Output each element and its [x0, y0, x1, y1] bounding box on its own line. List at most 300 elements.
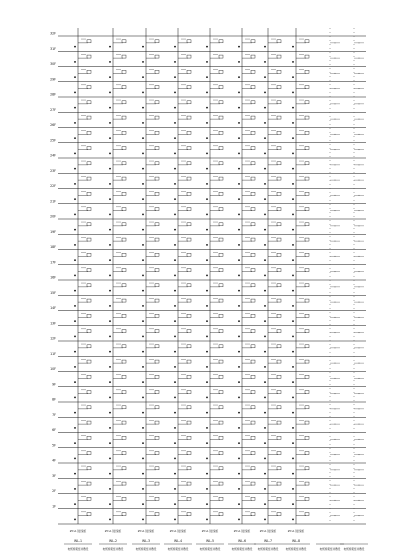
floor-label: 20F [50, 214, 56, 219]
junction-dot [109, 519, 111, 521]
distribution-box [305, 284, 309, 287]
junction-dot [109, 198, 111, 200]
branch-tap [330, 500, 340, 501]
branch-tap [206, 146, 223, 155]
distribution-box [219, 208, 223, 211]
branch-tap [292, 298, 309, 307]
junction-dot [109, 503, 111, 505]
column-title-feeder: ZY-A 进线柜 [201, 529, 219, 533]
junction-dot [109, 488, 111, 490]
junction-dot [142, 503, 144, 505]
branch-tap [354, 225, 364, 226]
branch-tap [74, 405, 91, 414]
distribution-box [155, 116, 159, 119]
distribution-box [187, 299, 191, 302]
branch-tap [330, 149, 340, 150]
branch-tap [206, 268, 223, 277]
distribution-box [122, 70, 126, 73]
distribution-box [219, 314, 223, 317]
distribution-box [187, 467, 191, 470]
junction-dot [206, 397, 208, 399]
branch-tap [74, 359, 91, 368]
distribution-box [305, 330, 309, 333]
junction-dot [74, 92, 76, 94]
branch-tap [142, 54, 159, 63]
branch-tap [109, 283, 126, 292]
distribution-box [277, 55, 281, 58]
junction-dot [206, 168, 208, 170]
branch-tap [142, 268, 159, 277]
branch-tap [142, 207, 159, 216]
distribution-box [277, 406, 281, 409]
junction-dot [142, 397, 144, 399]
branch-tap [74, 344, 91, 353]
branch-tap [109, 237, 126, 246]
branch-tap [174, 237, 191, 246]
junction-dot [174, 183, 176, 185]
junction-dot [206, 412, 208, 414]
junction-dot [74, 122, 76, 124]
distribution-box [155, 467, 159, 470]
distribution-box [122, 40, 126, 43]
floor-label: 16F [50, 275, 56, 280]
junction-dot [174, 519, 176, 521]
branch-tap [292, 161, 309, 170]
branch-tap [354, 42, 364, 43]
junction-dot [359, 42, 360, 43]
junction-dot [238, 381, 240, 383]
junction-dot [238, 473, 240, 475]
distribution-box [305, 223, 309, 226]
floor-label: 23F [50, 168, 56, 173]
floor-label: 26F [50, 123, 56, 127]
junction-dot [292, 198, 294, 200]
branch-tap [238, 344, 255, 353]
distribution-box [87, 421, 91, 424]
column-title-feeder: ZY-A 进线柜 [287, 529, 305, 533]
distribution-box [305, 482, 309, 485]
distribution-box [251, 192, 255, 195]
distribution-box [187, 208, 191, 211]
junction-dot [109, 259, 111, 261]
junction-dot [109, 122, 111, 124]
branch-tap [292, 405, 309, 414]
distribution-box [305, 40, 309, 43]
branch-tap [109, 420, 126, 429]
junction-dot [74, 259, 76, 261]
junction-dot [174, 259, 176, 261]
junction-dot [109, 244, 111, 246]
branch-tap [264, 375, 281, 384]
distribution-box [187, 391, 191, 394]
junction-dot [74, 473, 76, 475]
distribution-box [277, 314, 281, 317]
junction-dot [292, 259, 294, 261]
junction-dot [174, 503, 176, 505]
distribution-box [87, 345, 91, 348]
junction-dot [264, 488, 266, 490]
branch-tap [174, 451, 191, 460]
distribution-box [251, 238, 255, 241]
distribution-box [155, 86, 159, 89]
distribution-box [122, 345, 126, 348]
branch-tap [292, 283, 309, 292]
junction-dot [335, 515, 336, 516]
distribution-box [122, 330, 126, 333]
branch-tap [142, 222, 159, 231]
junction-dot [142, 351, 144, 353]
distribution-box [155, 452, 159, 455]
junction-dot [109, 442, 111, 444]
junction-dot [109, 351, 111, 353]
branch-tap [206, 451, 223, 460]
branch-tap [174, 115, 191, 124]
floor-label: 1F [52, 504, 56, 509]
junction-dot [238, 336, 240, 338]
junction-dot [292, 397, 294, 399]
floor-label: 30F [50, 62, 56, 66]
junction-dot [174, 122, 176, 124]
junction-dot [206, 275, 208, 277]
junction-dot [109, 61, 111, 63]
junction-dot [109, 275, 111, 277]
distribution-box [187, 177, 191, 180]
distribution-box [87, 86, 91, 89]
branch-tap [206, 39, 223, 48]
distribution-box [219, 70, 223, 73]
branch-tap [206, 176, 223, 185]
column-title-circuit: WL-7 [263, 539, 273, 543]
distribution-box [87, 375, 91, 378]
branch-tap [174, 54, 191, 63]
branch-tap [109, 192, 126, 201]
branch-tap [206, 344, 223, 353]
distribution-box [305, 131, 309, 134]
junction-dot [206, 442, 208, 444]
junction-dot [109, 290, 111, 292]
junction-dot [206, 503, 208, 505]
junction-dot [74, 76, 76, 78]
distribution-box [277, 269, 281, 272]
distribution-box [87, 497, 91, 500]
branch-tap [174, 359, 191, 368]
branch-tap [206, 436, 223, 445]
branch-tap [142, 146, 159, 155]
distribution-box [305, 299, 309, 302]
junction-dot [359, 454, 360, 455]
junction-dot [238, 259, 240, 261]
junction-dot [335, 347, 336, 348]
distribution-box [305, 452, 309, 455]
distribution-box [305, 116, 309, 119]
branch-tap [74, 390, 91, 399]
branch-tap [109, 481, 126, 490]
junction-dot [74, 46, 76, 48]
column-title-circuit: WL-1 [73, 539, 83, 543]
branch-tap [238, 405, 255, 414]
branch-tap [354, 134, 364, 135]
distribution-box [155, 345, 159, 348]
distribution-box [219, 284, 223, 287]
junction-dot [292, 458, 294, 460]
junction-dot [238, 168, 240, 170]
branch-tap [142, 436, 159, 445]
distribution-box [155, 70, 159, 73]
floor-label: 15F [50, 290, 56, 295]
distribution-box [251, 406, 255, 409]
junction-dot [292, 427, 294, 429]
column-title-method: 电缆桥架竖井敷设 [319, 548, 341, 551]
branch-tap [330, 271, 340, 272]
distribution-box [277, 131, 281, 134]
junction-dot [264, 412, 266, 414]
distribution-box [277, 162, 281, 165]
branch-tap [330, 180, 340, 181]
distribution-box [219, 482, 223, 485]
riser-lines [78, 28, 354, 524]
branch-tap [330, 378, 340, 379]
junction-dot [335, 363, 336, 364]
junction-dot [292, 168, 294, 170]
distribution-box [305, 391, 309, 394]
branch-tap [206, 420, 223, 429]
junction-dot [109, 92, 111, 94]
junction-dot [74, 427, 76, 429]
junction-dot [109, 214, 111, 216]
distribution-box [122, 223, 126, 226]
branch-tap [206, 70, 223, 79]
junction-dot [142, 473, 144, 475]
branch-tap [206, 405, 223, 414]
junction-dot [335, 378, 336, 379]
junction-dot [238, 305, 240, 307]
branch-tap [142, 192, 159, 201]
junction-dot [174, 46, 176, 48]
branch-tap [174, 466, 191, 475]
junction-dot [264, 198, 266, 200]
junction-dot [359, 164, 360, 165]
branch-tap [142, 115, 159, 124]
junction-dot [359, 408, 360, 409]
distribution-box [305, 101, 309, 104]
junction-dot [74, 244, 76, 246]
junction-dot [142, 427, 144, 429]
branch-tap [206, 466, 223, 475]
branch-tap [330, 88, 340, 89]
branch-tap [206, 192, 223, 201]
branch-tap [354, 164, 364, 165]
branch-tap [292, 207, 309, 216]
distribution-box [251, 116, 255, 119]
branch-tap [206, 161, 223, 170]
junction-dot [335, 271, 336, 272]
junction-dot [74, 198, 76, 200]
junction-dot [359, 225, 360, 226]
branch-tap [109, 54, 126, 63]
floor-label: 6F [52, 428, 56, 432]
distribution-box [87, 70, 91, 73]
distribution-box [87, 284, 91, 287]
column-title-method: 电缆桥架竖井敷设 [285, 548, 307, 551]
distribution-box [277, 360, 281, 363]
branch-tap [109, 253, 126, 262]
junction-dot [206, 214, 208, 216]
distribution-box [277, 147, 281, 150]
junction-dot [206, 198, 208, 200]
junction-dot [264, 244, 266, 246]
junction-dot [335, 469, 336, 470]
branch-tap [330, 210, 340, 211]
branch-tap [206, 207, 223, 216]
junction-dot [238, 183, 240, 185]
branch-tap [264, 146, 281, 155]
distribution-box [219, 238, 223, 241]
branch-tap [264, 283, 281, 292]
branch-tap [264, 39, 281, 48]
branch-tap [74, 298, 91, 307]
branch-tap [264, 405, 281, 414]
branch-tap [206, 329, 223, 338]
junction-dot [74, 397, 76, 399]
branch-tap [330, 439, 340, 440]
distribution-box [277, 452, 281, 455]
branch-tap [109, 329, 126, 338]
distribution-box [155, 147, 159, 150]
distribution-box [155, 497, 159, 500]
junction-dot [206, 366, 208, 368]
junction-dot [142, 412, 144, 414]
junction-dot [264, 76, 266, 78]
junction-dot [174, 473, 176, 475]
distribution-box [277, 330, 281, 333]
branch-tap [174, 85, 191, 94]
branch-tap [292, 359, 309, 368]
junction-dot [109, 366, 111, 368]
branch-tap [238, 283, 255, 292]
junction-dot [264, 366, 266, 368]
junction-dot [74, 107, 76, 109]
distribution-box [187, 86, 191, 89]
distribution-box [251, 345, 255, 348]
junction-dot [174, 458, 176, 460]
branch-tap [292, 70, 309, 79]
branch-tap [74, 420, 91, 429]
branch-tap [109, 268, 126, 277]
branch-tap [354, 363, 364, 364]
branch-tap [354, 241, 364, 242]
branch-tap [264, 451, 281, 460]
junction-dot [238, 397, 240, 399]
junction-dot [264, 153, 266, 155]
distribution-box [187, 497, 191, 500]
branch-tap [74, 268, 91, 277]
branch-tap [109, 314, 126, 323]
branch-tap [238, 161, 255, 170]
distribution-box [277, 482, 281, 485]
branch-tap [206, 390, 223, 399]
distribution-box [251, 482, 255, 485]
branch-tap [142, 70, 159, 79]
branch-tap [74, 375, 91, 384]
distribution-box [305, 345, 309, 348]
branch-tap [74, 54, 91, 63]
distribution-box [251, 86, 255, 89]
branch-tap [109, 100, 126, 109]
branch-tap [354, 393, 364, 394]
distribution-box [122, 177, 126, 180]
junction-dot [264, 442, 266, 444]
junction-dot [335, 164, 336, 165]
distribution-box [187, 345, 191, 348]
distribution-box [122, 482, 126, 485]
branch-tap [264, 466, 281, 475]
branch-tap [109, 405, 126, 414]
branch-tap [354, 454, 364, 455]
junction-dot [335, 332, 336, 333]
distribution-box [187, 269, 191, 272]
branch-tap [206, 222, 223, 231]
junction-dot [335, 393, 336, 394]
junction-dot [264, 320, 266, 322]
junction-dot [264, 427, 266, 429]
branch-tap [238, 222, 255, 231]
junction-dot [359, 485, 360, 486]
distribution-box [122, 116, 126, 119]
distribution-box [155, 269, 159, 272]
distribution-box [122, 162, 126, 165]
branch-tap [238, 253, 255, 262]
junction-dot [292, 351, 294, 353]
floor-label: 13F [50, 321, 56, 326]
distribution-box [87, 192, 91, 195]
column-title-block [64, 528, 92, 551]
junction-dot [142, 137, 144, 139]
branch-tap [330, 515, 340, 516]
column-titles [64, 528, 368, 551]
distribution-box [219, 101, 223, 104]
distribution-box [122, 101, 126, 104]
column-title-circuit: WL-6 [237, 539, 247, 543]
distribution-box [277, 86, 281, 89]
floor-label: 2F [52, 489, 56, 493]
junction-dot [238, 488, 240, 490]
junction-dot [292, 122, 294, 124]
distribution-box [219, 86, 223, 89]
branch-tap [174, 131, 191, 140]
distribution-box [305, 86, 309, 89]
branch-tap [354, 485, 364, 486]
branch-tap [330, 42, 340, 43]
junction-dot [174, 336, 176, 338]
branch-tap [354, 58, 364, 59]
distribution-box [87, 223, 91, 226]
column-title-feeder: ZY-A 进线柜 [104, 529, 122, 533]
column-title-circuit: WL-2 [108, 539, 118, 543]
junction-dot [206, 351, 208, 353]
column-title-block [254, 528, 282, 551]
junction-dot [335, 439, 336, 440]
distribution-box [87, 40, 91, 43]
branch-tap [174, 512, 191, 521]
junction-dot [74, 320, 76, 322]
floor-labels [50, 32, 56, 509]
branch-tap [330, 119, 340, 120]
distribution-box [277, 223, 281, 226]
junction-dot [238, 137, 240, 139]
distribution-box [277, 192, 281, 195]
distribution-box [122, 299, 126, 302]
junction-dot [335, 317, 336, 318]
